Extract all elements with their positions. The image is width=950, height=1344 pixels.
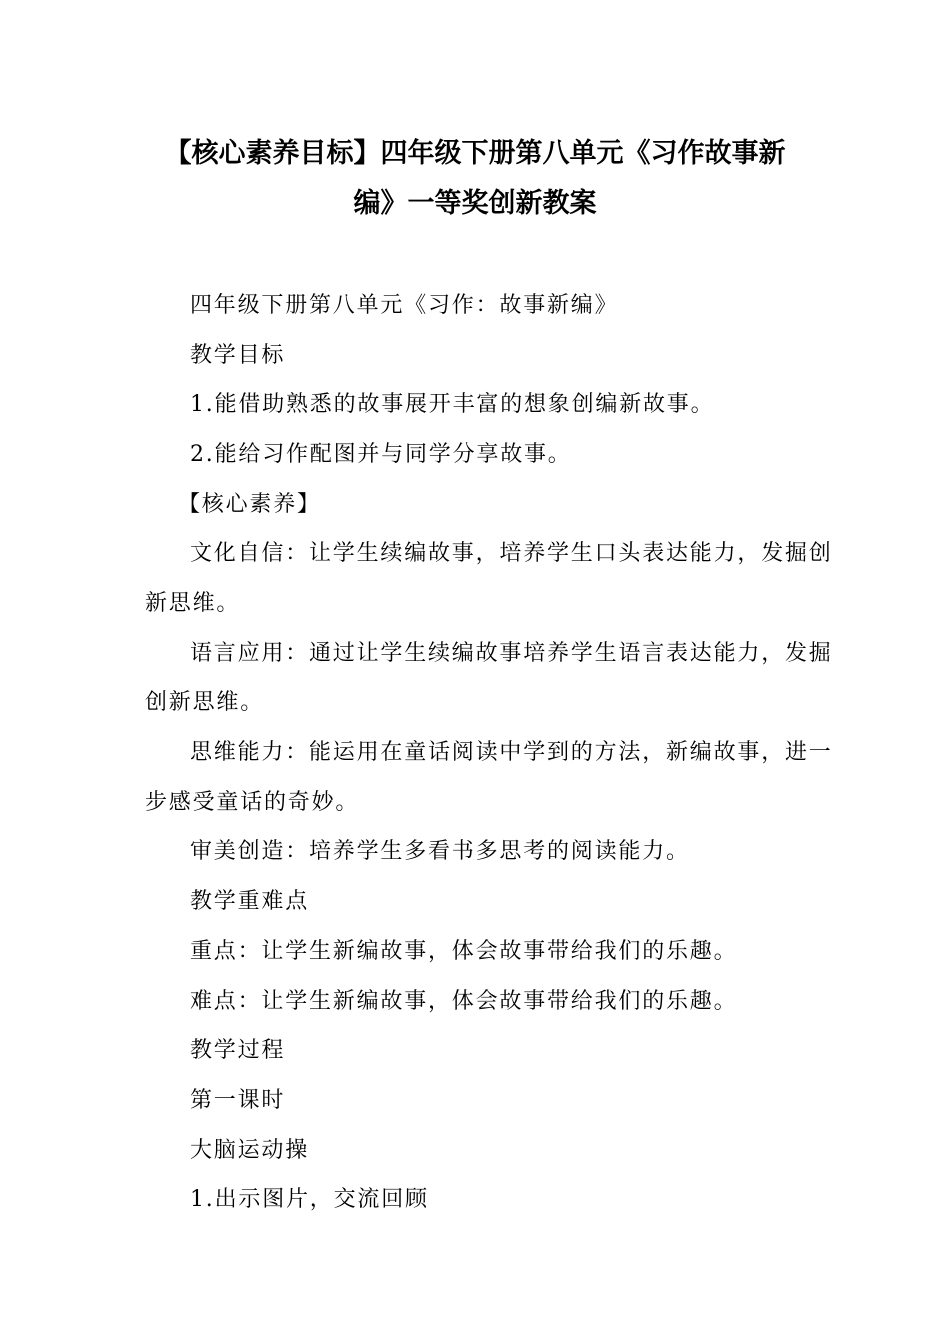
thinking-paragraph-line-1: 思维能力：能运用在童话阅读中学到的方法，新编故事，进一 [190, 740, 833, 765]
process-heading: 教学过程 [190, 1038, 286, 1063]
thinking-paragraph-line-2: 步感受童话的奇妙。 [145, 790, 360, 815]
goal-item-1: 1.能借助熟悉的故事展开丰富的想象创编新故事。 [190, 392, 715, 417]
lesson-1-heading: 第一课时 [190, 1088, 286, 1113]
core-literacy-heading: 【核心素养】 [178, 492, 321, 517]
language-paragraph-line-1: 语言应用：通过让学生续编故事培养学生语言表达能力，发掘 [190, 641, 833, 666]
goal-item-2: 2.能给习作配图并与同学分享故事。 [190, 442, 572, 467]
key-point: 重点：让学生新编故事，体会故事带给我们的乐趣。 [190, 939, 738, 964]
key-points-heading: 教学重难点 [190, 889, 310, 914]
culture-paragraph-line-1: 文化自信：让学生续编故事，培养学生口头表达能力，发掘创 [190, 541, 833, 566]
document-title-line-2: 编》一等奖创新教案 [353, 188, 597, 219]
step-1: 1.出示图片，交流回顾 [190, 1187, 429, 1212]
aesthetic-paragraph: 审美创造：培养学生多看书多思考的阅读能力。 [190, 839, 690, 864]
document-title-line-1: 【核心素养目标】四年级下册第八单元《习作故事新 [164, 138, 786, 169]
language-paragraph-line-2: 创新思维。 [145, 690, 265, 715]
goals-heading: 教学目标 [190, 343, 286, 368]
warmup-heading: 大脑运动操 [190, 1138, 310, 1163]
difficult-point: 难点：让学生新编故事，体会故事带给我们的乐趣。 [190, 989, 738, 1014]
subtitle: 四年级下册第八单元《习作：故事新编》 [190, 293, 619, 318]
culture-paragraph-line-2: 新思维。 [145, 591, 241, 616]
